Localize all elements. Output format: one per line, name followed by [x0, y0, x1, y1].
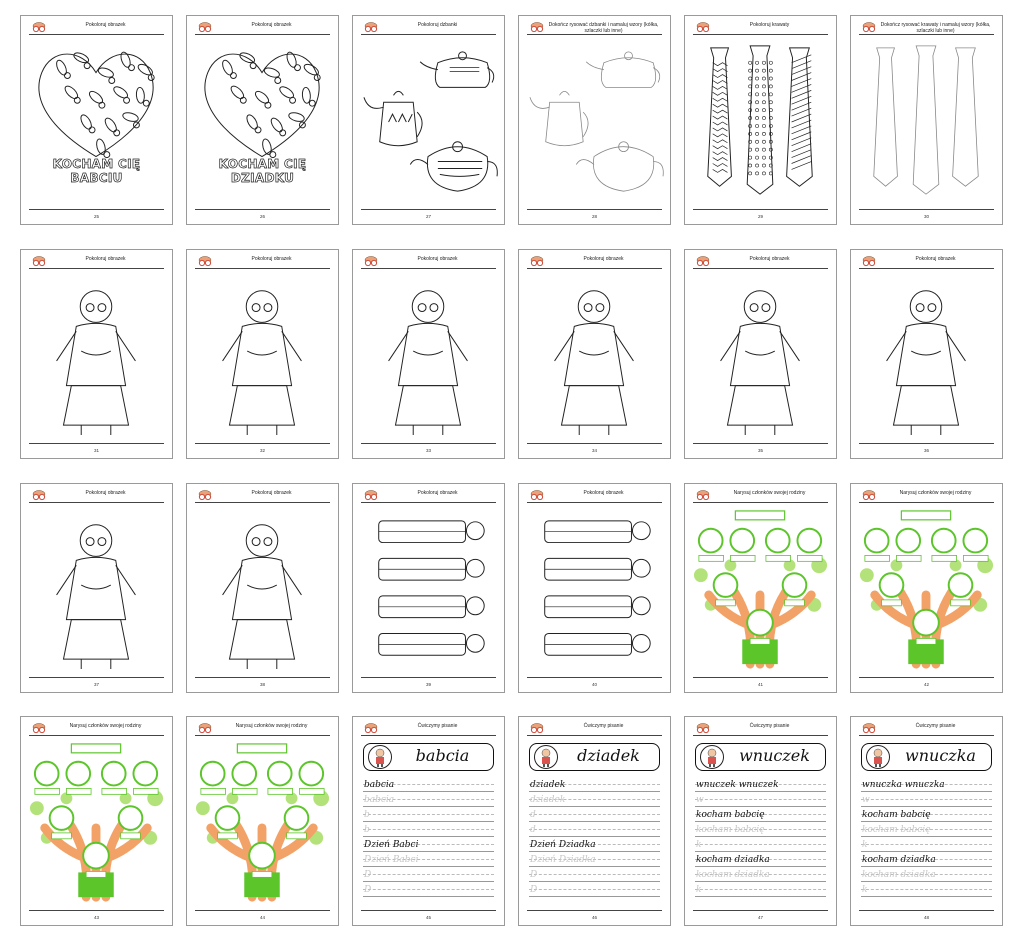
page-title: Pokoloruj obrazek — [417, 490, 458, 496]
writing-line — [695, 884, 826, 897]
page-title: Narysuj członków swojej rodziny — [733, 490, 806, 496]
word-box — [861, 743, 992, 771]
page-number: 40 — [591, 682, 597, 687]
practice-word: wnuczek — [739, 746, 810, 765]
writing-line-text: b — [364, 825, 370, 835]
writing-line — [363, 839, 494, 852]
page-number: 28 — [591, 214, 597, 219]
writing-line — [363, 869, 494, 882]
worksheet-page — [20, 249, 173, 459]
page-title: Pokoloruj obrazek — [583, 256, 624, 262]
footer-rule — [361, 209, 496, 210]
page-title: Narysuj członków swojej rodziny — [69, 723, 142, 729]
footer-rule — [693, 910, 828, 911]
page-title: Ćwiczymy pisanie — [915, 723, 956, 729]
header-rule — [693, 735, 828, 736]
page-number: 37 — [93, 682, 99, 687]
worksheet-page — [518, 716, 671, 926]
worksheet-page — [186, 249, 339, 459]
writing-line — [695, 809, 826, 822]
writing-line-text: kocham babcię — [862, 810, 931, 820]
footer-rule — [859, 209, 994, 210]
worksheet-page — [518, 249, 671, 459]
header-rule — [693, 502, 828, 503]
header-rule — [693, 34, 828, 35]
writing-line-text: kocham babcię — [696, 810, 765, 820]
heart-caption: KOCHAM CIĘ — [52, 157, 141, 171]
writing-line — [529, 794, 660, 807]
page-title: Pokoloruj obrazek — [85, 490, 126, 496]
footer-rule — [29, 910, 164, 911]
character-avatar-icon — [368, 745, 392, 769]
worksheet-page — [850, 483, 1003, 693]
page-title: Pokoloruj krawaty — [749, 22, 790, 28]
writing-line — [363, 794, 494, 807]
writing-line — [529, 854, 660, 867]
tree-illustration — [857, 506, 996, 674]
worksheet-page — [850, 15, 1003, 225]
writing-line-text: babcia — [364, 795, 395, 805]
footer-rule — [195, 677, 330, 678]
practice-word: dziadek — [577, 746, 640, 765]
writing-line-text: b — [364, 810, 370, 820]
worksheet-page — [20, 15, 173, 225]
writing-line — [861, 884, 992, 897]
writing-line — [529, 869, 660, 882]
writing-line — [529, 824, 660, 837]
writing-line-text: Dzień Dziadka — [530, 840, 596, 850]
footer-rule — [29, 443, 164, 444]
grandma-apron-illustration — [193, 272, 332, 440]
page-number: 34 — [591, 448, 597, 453]
writing-line — [529, 809, 660, 822]
page-title: Pokoloruj obrazek — [251, 22, 292, 28]
footer-rule — [527, 209, 662, 210]
writing-line-text: d — [530, 810, 536, 820]
page-title: Pokoloruj obrazek — [85, 22, 126, 28]
worksheet-page — [684, 15, 837, 225]
header-rule — [195, 735, 330, 736]
practice-word: wnuczka — [905, 746, 976, 765]
teapots-outline-illustration — [525, 38, 664, 206]
footer-rule — [361, 443, 496, 444]
page-number: 33 — [425, 448, 431, 453]
heart-caption: DZIADKU — [230, 171, 295, 185]
writing-line-text: kocham babcię — [696, 825, 765, 835]
ties-outline-illustration — [857, 38, 996, 206]
writing-line-text: kocham dziadka — [862, 870, 936, 880]
writing-line-text: kocham dziadka — [696, 870, 770, 880]
footer-rule — [29, 209, 164, 210]
header-rule — [527, 735, 662, 736]
footer-rule — [361, 910, 496, 911]
footer-rule — [527, 677, 662, 678]
writing-line-text: kocham dziadka — [862, 855, 936, 865]
word-box — [695, 743, 826, 771]
writing-line-text: w — [696, 795, 704, 805]
family-rotated-illustration — [525, 506, 664, 674]
writing-line — [861, 824, 992, 837]
worksheet-page — [684, 483, 837, 693]
header-rule — [859, 502, 994, 503]
page-title: Pokoloruj obrazek — [417, 256, 458, 262]
character-avatar-icon — [700, 745, 724, 769]
header-rule — [195, 502, 330, 503]
page-number: 29 — [757, 214, 763, 219]
page-title: Pokoloruj obrazek — [251, 256, 292, 262]
worksheet-page — [186, 716, 339, 926]
writing-line — [861, 839, 992, 852]
footer-rule — [859, 910, 994, 911]
word-box — [363, 743, 494, 771]
tree-illustration — [27, 739, 166, 907]
header-rule — [29, 34, 164, 35]
writing-line — [861, 794, 992, 807]
footer-rule — [527, 443, 662, 444]
character-avatar-icon — [534, 745, 558, 769]
header-rule — [361, 268, 496, 269]
page-number: 27 — [425, 214, 431, 219]
word-box — [529, 743, 660, 771]
writing-line-text: k — [862, 840, 868, 850]
worksheet-page — [518, 15, 671, 225]
header-rule — [527, 34, 662, 35]
page-number: 38 — [259, 682, 265, 687]
character-avatar-icon — [866, 745, 890, 769]
writing-line-text: wnuczek wnuczek — [696, 780, 779, 790]
writing-line — [695, 779, 826, 792]
heart-caption: BABCIU — [70, 171, 123, 185]
writing-line — [695, 854, 826, 867]
worksheet-page — [20, 716, 173, 926]
tree-illustration — [691, 506, 830, 674]
header-rule — [859, 34, 994, 35]
page-number: 48 — [923, 915, 929, 920]
page-title: Pokoloruj dzbanki — [417, 22, 458, 28]
footer-rule — [361, 677, 496, 678]
worksheet-page — [352, 15, 505, 225]
writing-line-text: kocham dziadka — [696, 855, 770, 865]
header-rule — [29, 735, 164, 736]
writing-line-text: D — [530, 885, 538, 895]
footer-rule — [693, 209, 828, 210]
worksheet-page — [186, 15, 339, 225]
worksheet-page — [186, 483, 339, 693]
writing-line-text: wnuczka wnuczka — [862, 780, 945, 790]
grandma-child-illustration — [691, 272, 830, 440]
heart-caption: KOCHAM CIĘ — [218, 157, 307, 171]
header-rule — [859, 735, 994, 736]
page-title: Pokoloruj obrazek — [749, 256, 790, 262]
page-number: 42 — [923, 682, 929, 687]
writing-line — [695, 839, 826, 852]
writing-line — [861, 779, 992, 792]
worksheet-page — [352, 716, 505, 926]
page-number: 25 — [93, 214, 99, 219]
page-number: 30 — [923, 214, 929, 219]
worksheet-page — [684, 716, 837, 926]
tree-illustration — [193, 739, 332, 907]
grandpa-child-illustration — [857, 272, 996, 440]
writing-line-text: d — [530, 825, 536, 835]
footer-rule — [195, 910, 330, 911]
writing-line-text: D — [530, 870, 538, 880]
page-number: 39 — [425, 682, 431, 687]
page-title: Narysuj członków swojej rodziny — [899, 490, 972, 496]
writing-line-text: w — [862, 795, 870, 805]
worksheet-page — [20, 483, 173, 693]
worksheet-page — [518, 483, 671, 693]
practice-word: babcia — [415, 746, 470, 765]
page-number: 46 — [591, 915, 597, 920]
page-number: 31 — [93, 448, 99, 453]
page-title: Pokoloruj obrazek — [915, 256, 956, 262]
header-rule — [527, 502, 662, 503]
writing-line-text: D — [364, 885, 372, 895]
footer-rule — [859, 443, 994, 444]
writing-line — [363, 779, 494, 792]
writing-line-text: k — [696, 840, 702, 850]
header-rule — [195, 34, 330, 35]
family-rotated-illustration — [359, 506, 498, 674]
writing-line — [695, 869, 826, 882]
writing-line-text: Dzień Dziadka — [530, 855, 596, 865]
page-number: 45 — [425, 915, 431, 920]
worksheet-page — [850, 716, 1003, 926]
writing-line-text: Dzień Babci — [364, 840, 419, 850]
writing-line-text: k — [696, 885, 702, 895]
writing-line-text: k — [862, 885, 868, 895]
worksheet-page — [684, 249, 837, 459]
writing-line — [363, 809, 494, 822]
page-number: 44 — [259, 915, 265, 920]
grandma-cake-illustration — [27, 272, 166, 440]
header-rule — [693, 268, 828, 269]
writing-line-text: kocham babcię — [862, 825, 931, 835]
footer-rule — [195, 209, 330, 210]
footer-rule — [527, 910, 662, 911]
writing-line-text: babcia — [364, 780, 395, 790]
page-title: Ćwiczymy pisanie — [749, 723, 790, 729]
header-rule — [29, 502, 164, 503]
page-number: 35 — [757, 448, 763, 453]
writing-line — [363, 854, 494, 867]
page-title: Dokończ rysować dzbanki i namaluj wzory (kółka, szlaczki lub inne) — [548, 22, 659, 34]
writing-line-text: Dzień Babci — [364, 855, 419, 865]
header-rule — [361, 502, 496, 503]
page-number: 41 — [757, 682, 763, 687]
footer-rule — [195, 443, 330, 444]
footer-rule — [859, 677, 994, 678]
header-rule — [29, 268, 164, 269]
page-number: 43 — [93, 915, 99, 920]
writing-line-text: dziadek — [530, 795, 566, 805]
page-number: 26 — [259, 214, 265, 219]
writing-line — [695, 794, 826, 807]
footer-rule — [29, 677, 164, 678]
page-title: Ćwiczymy pisanie — [583, 723, 624, 729]
writing-line-text: D — [364, 870, 372, 880]
page-title: Pokoloruj obrazek — [85, 256, 126, 262]
writing-line — [529, 884, 660, 897]
worksheet-page — [850, 249, 1003, 459]
writing-line — [695, 824, 826, 837]
writing-line — [861, 809, 992, 822]
grandpa-illustration — [359, 272, 498, 440]
page-title: Pokoloruj obrazek — [251, 490, 292, 496]
writing-line — [529, 779, 660, 792]
writing-line — [861, 869, 992, 882]
worksheet-page — [352, 483, 505, 693]
header-rule — [195, 268, 330, 269]
worksheet-page — [352, 249, 505, 459]
page-number: 36 — [923, 448, 929, 453]
writing-line — [363, 884, 494, 897]
writing-line — [861, 854, 992, 867]
header-rule — [527, 268, 662, 269]
page-title: Dokończ rysować krawaty i namaluj wzory (kółka, szlaczki lub inne) — [880, 22, 991, 34]
header-rule — [361, 735, 496, 736]
page-title: Narysuj członków swojej rodziny — [235, 723, 308, 729]
footer-rule — [693, 677, 828, 678]
teapots-illustration — [359, 38, 498, 206]
footer-rule — [693, 443, 828, 444]
page-title: Pokoloruj obrazek — [583, 490, 624, 496]
writing-line-text: dziadek — [530, 780, 566, 790]
grandpa-rocking-illustration — [525, 272, 664, 440]
page-title: Ćwiczymy pisanie — [417, 723, 458, 729]
grandma-walk-illustration — [27, 506, 166, 674]
page-number: 47 — [757, 915, 763, 920]
page-number: 32 — [259, 448, 265, 453]
header-rule — [361, 34, 496, 35]
writing-line — [363, 824, 494, 837]
writing-line — [529, 839, 660, 852]
header-rule — [859, 268, 994, 269]
grandpa-bike-illustration — [193, 506, 332, 674]
ties-illustration — [691, 38, 830, 206]
